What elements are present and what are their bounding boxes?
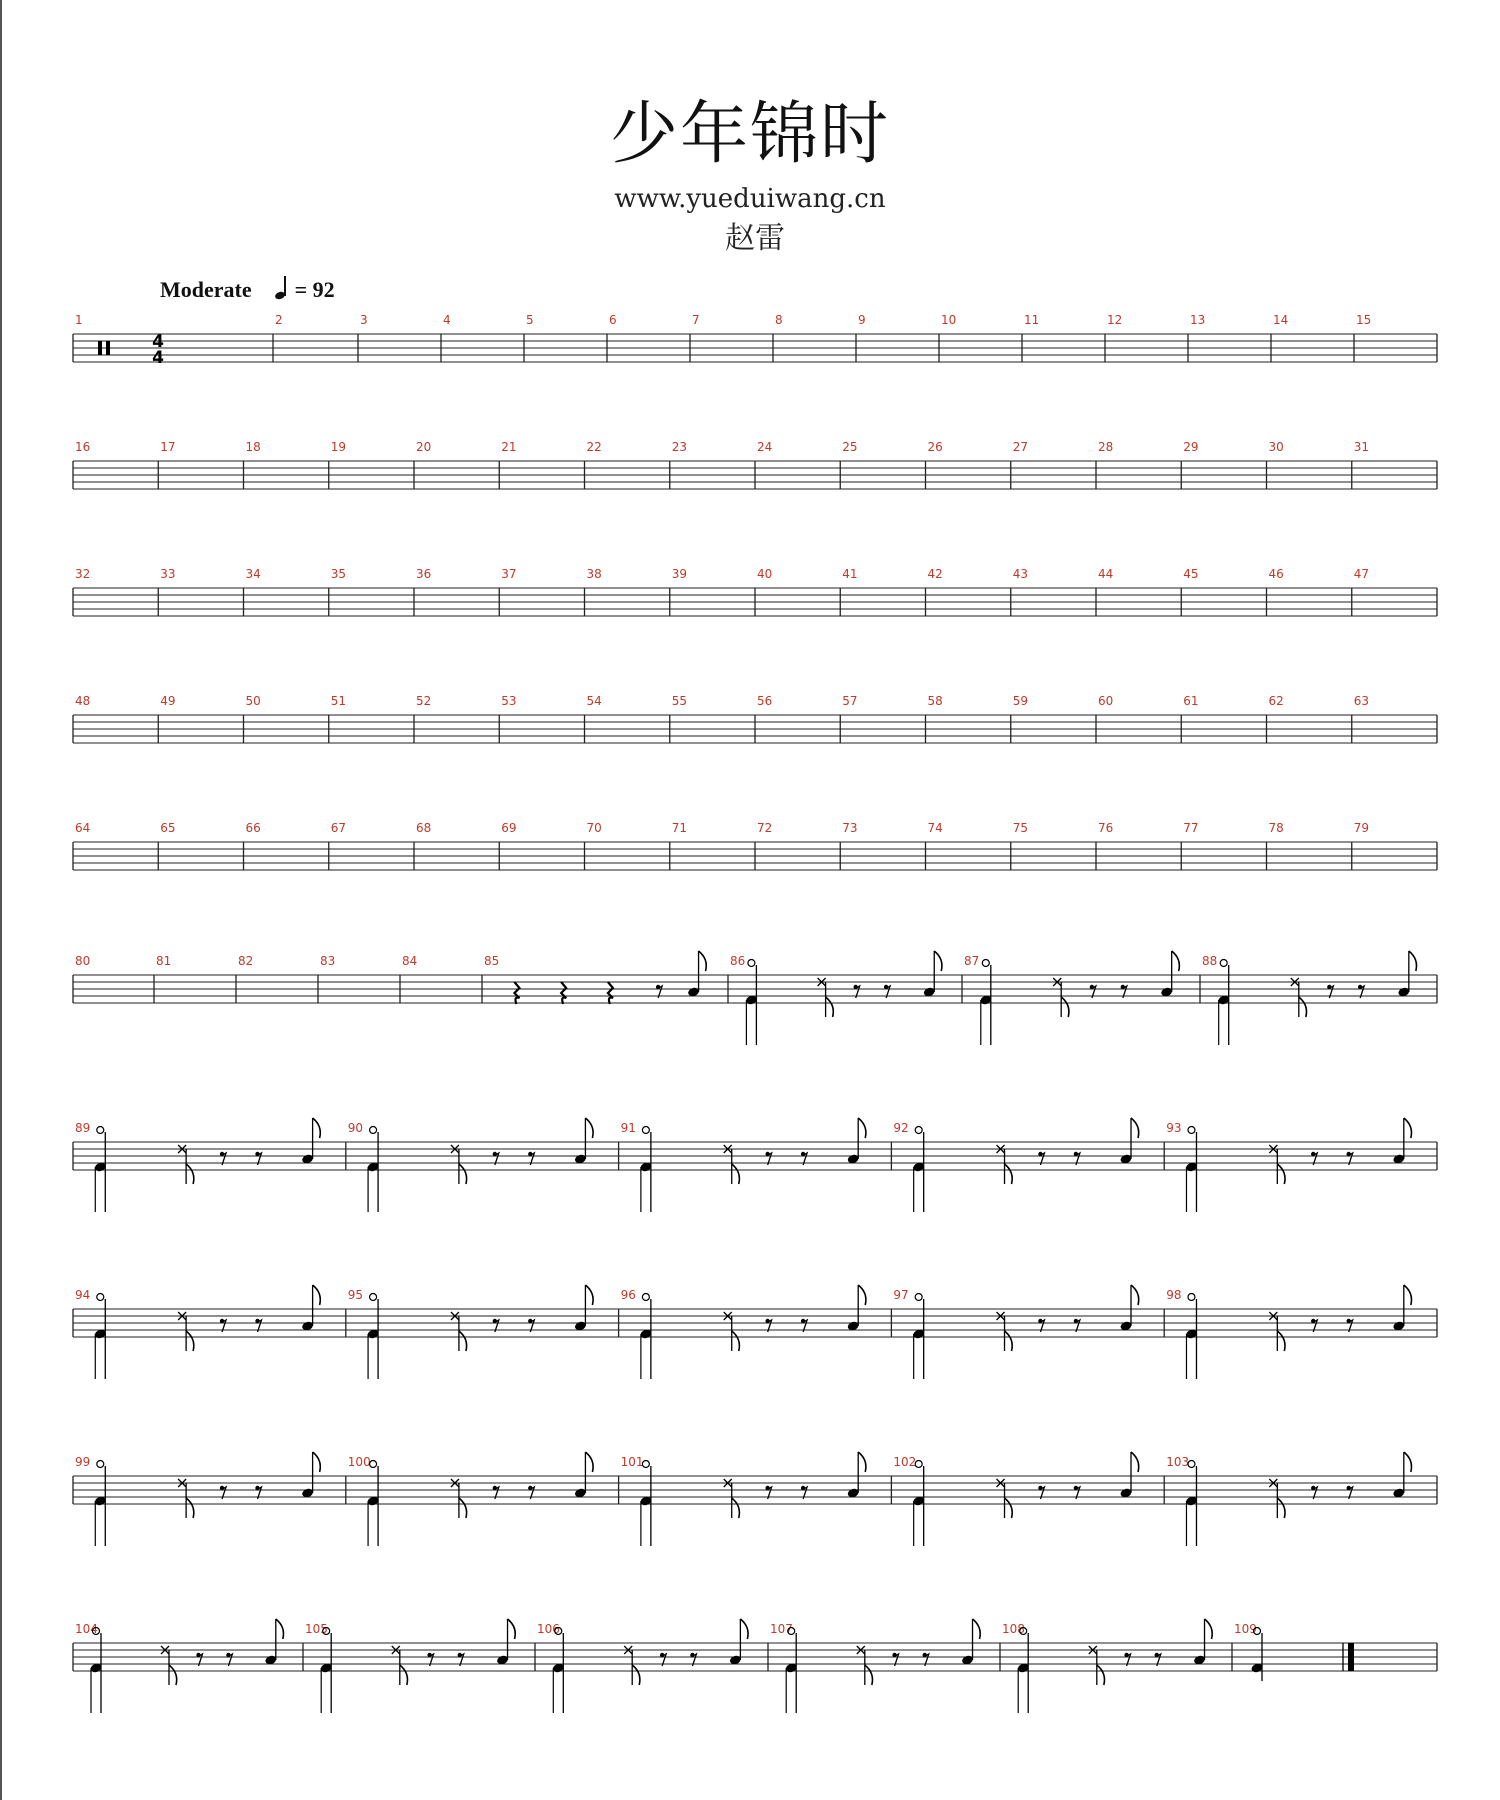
note-flag bbox=[1172, 951, 1180, 971]
measure-number: 40 bbox=[757, 567, 773, 581]
note-flag bbox=[459, 1331, 467, 1351]
note-flag bbox=[732, 1164, 740, 1184]
measure-number: 79 bbox=[1353, 821, 1370, 835]
note-flag bbox=[186, 1331, 194, 1351]
note-flag bbox=[1277, 1498, 1285, 1518]
measure-number: 59 bbox=[1012, 694, 1029, 708]
measure-number: 4 bbox=[443, 313, 451, 327]
measure-number: 7 bbox=[692, 313, 700, 327]
note-flag bbox=[186, 1164, 194, 1184]
note-flag bbox=[1277, 1164, 1285, 1184]
measure-number: 93 bbox=[1166, 1121, 1182, 1135]
song-title: 少年锦时 bbox=[609, 95, 890, 174]
note-flag bbox=[858, 1452, 866, 1472]
measure-number: 51 bbox=[330, 694, 347, 708]
note-flag bbox=[732, 1498, 740, 1518]
note-flag bbox=[858, 1285, 866, 1305]
measure-number: 35 bbox=[330, 567, 347, 581]
measure-number: 70 bbox=[586, 821, 602, 835]
measure-number: 84 bbox=[402, 954, 418, 968]
measure-number: 82 bbox=[238, 954, 254, 968]
measure-number: 91 bbox=[620, 1121, 636, 1135]
final-barline-thick bbox=[1348, 1643, 1354, 1671]
measure-number: 89 bbox=[75, 1121, 91, 1135]
measure-number: 78 bbox=[1268, 821, 1284, 835]
note-flag bbox=[1277, 1331, 1285, 1351]
open-hihat-mark bbox=[915, 1294, 922, 1301]
measure-number: 60 bbox=[1098, 694, 1114, 708]
note-flag bbox=[1005, 1164, 1013, 1184]
measure-number: 32 bbox=[75, 567, 91, 581]
measure-number: 67 bbox=[330, 821, 347, 835]
measure-number: 14 bbox=[1273, 313, 1289, 327]
measure-number: 55 bbox=[671, 694, 688, 708]
note-flag bbox=[585, 1285, 593, 1305]
measure-number: 16 bbox=[75, 440, 91, 454]
measure-number: 26 bbox=[927, 440, 943, 454]
note-flag bbox=[973, 1619, 981, 1639]
note-flag bbox=[459, 1164, 467, 1184]
note-flag bbox=[1061, 997, 1069, 1017]
open-hihat-mark bbox=[642, 1294, 649, 1301]
measure-number: 11 bbox=[1024, 313, 1040, 327]
open-hihat-mark bbox=[982, 960, 989, 967]
open-hihat-mark bbox=[1220, 960, 1227, 967]
note-flag bbox=[313, 1285, 321, 1305]
note-flag bbox=[740, 1619, 748, 1639]
note-flag bbox=[585, 1452, 593, 1472]
measure-number: 22 bbox=[586, 440, 602, 454]
measure-number: 87 bbox=[964, 954, 980, 968]
measure-number: 2 bbox=[275, 313, 283, 327]
quarter-rest bbox=[514, 982, 519, 1004]
measure-number: 23 bbox=[671, 440, 688, 454]
measure-number: 48 bbox=[75, 694, 91, 708]
note-flag bbox=[1131, 1118, 1139, 1138]
measure-number: 56 bbox=[757, 694, 773, 708]
tempo-label: Moderate bbox=[160, 277, 252, 302]
measure-number: 106 bbox=[537, 1622, 560, 1636]
note-flag bbox=[826, 997, 834, 1017]
time-signature-top: 4 bbox=[152, 332, 164, 352]
measure-number: 90 bbox=[347, 1121, 364, 1135]
quarter-rest bbox=[561, 982, 566, 1004]
measure-number: 80 bbox=[75, 954, 91, 968]
measure-number: 83 bbox=[320, 954, 336, 968]
measure-number: 104 bbox=[75, 1622, 98, 1636]
measure-number: 42 bbox=[927, 567, 943, 581]
measure-number: 28 bbox=[1098, 440, 1114, 454]
measure-number: 73 bbox=[842, 821, 858, 835]
measure-number: 66 bbox=[245, 821, 261, 835]
measure-number: 41 bbox=[842, 567, 858, 581]
measure-number: 9 bbox=[858, 313, 866, 327]
note-flag bbox=[1005, 1331, 1013, 1351]
note-flag bbox=[508, 1619, 516, 1639]
note-flag bbox=[1299, 997, 1307, 1017]
open-hihat-mark bbox=[642, 1127, 649, 1134]
note-flag bbox=[1404, 1452, 1412, 1472]
note-flag bbox=[313, 1452, 321, 1472]
measure-number: 65 bbox=[160, 821, 176, 835]
measure-number: 20 bbox=[416, 440, 432, 454]
measure-number: 108 bbox=[1002, 1622, 1025, 1636]
measure-number: 1 bbox=[75, 313, 83, 327]
measure-number: 85 bbox=[484, 954, 500, 968]
measure-number: 30 bbox=[1268, 440, 1284, 454]
note-flag bbox=[400, 1665, 408, 1685]
note-flag bbox=[276, 1619, 284, 1639]
measure-number: 103 bbox=[1166, 1455, 1190, 1469]
note-flag bbox=[934, 951, 942, 971]
quarter-rest bbox=[608, 982, 613, 1004]
measure-number: 49 bbox=[160, 694, 176, 708]
measure-number: 45 bbox=[1183, 567, 1199, 581]
measure-number: 52 bbox=[416, 694, 432, 708]
note-flag bbox=[1409, 951, 1417, 971]
measure-number: 77 bbox=[1183, 821, 1199, 835]
measure-number: 13 bbox=[1190, 313, 1206, 327]
measure-number: 95 bbox=[347, 1288, 364, 1302]
note-flag bbox=[1005, 1498, 1013, 1518]
measure-number: 24 bbox=[757, 440, 773, 454]
measure-number: 46 bbox=[1268, 567, 1284, 581]
measure-number: 21 bbox=[501, 440, 517, 454]
measure-number: 12 bbox=[1107, 313, 1123, 327]
open-hihat-mark bbox=[370, 1127, 377, 1134]
measure-number: 50 bbox=[245, 694, 261, 708]
measure-number: 34 bbox=[245, 567, 261, 581]
measure-number: 107 bbox=[770, 1622, 793, 1636]
measure-number: 25 bbox=[842, 440, 858, 454]
open-hihat-mark bbox=[1188, 1127, 1195, 1134]
note-flag bbox=[459, 1498, 467, 1518]
composer-name: 赵雷 bbox=[725, 221, 785, 256]
measure-number: 44 bbox=[1098, 567, 1114, 581]
measure-number: 6 bbox=[609, 313, 617, 327]
open-hihat-mark bbox=[97, 1127, 104, 1134]
note-flag bbox=[1404, 1285, 1412, 1305]
note-flag bbox=[169, 1665, 177, 1685]
open-hihat-mark bbox=[97, 1461, 104, 1468]
measure-number: 10 bbox=[941, 313, 957, 327]
note-flag bbox=[858, 1118, 866, 1138]
measure-number: 105 bbox=[305, 1622, 328, 1636]
note-flag bbox=[1205, 1619, 1213, 1639]
measure-number: 99 bbox=[75, 1455, 91, 1469]
note-flag bbox=[865, 1665, 873, 1685]
tempo-bpm: = 92 bbox=[294, 277, 335, 302]
measure-number: 15 bbox=[1356, 313, 1372, 327]
measure-number: 75 bbox=[1012, 821, 1029, 835]
note-flag bbox=[1097, 1665, 1105, 1685]
measure-number: 37 bbox=[501, 567, 517, 581]
measure-number: 33 bbox=[160, 567, 176, 581]
measure-number: 62 bbox=[1268, 694, 1284, 708]
note-flag bbox=[585, 1118, 593, 1138]
measure-number: 53 bbox=[501, 694, 517, 708]
measure-number: 5 bbox=[526, 313, 534, 327]
open-hihat-mark bbox=[370, 1294, 377, 1301]
measure-number: 94 bbox=[75, 1288, 91, 1302]
measure-number: 47 bbox=[1353, 567, 1370, 581]
note-flag bbox=[1131, 1452, 1139, 1472]
measure-number: 61 bbox=[1183, 694, 1199, 708]
open-hihat-mark bbox=[915, 1127, 922, 1134]
note-flag bbox=[186, 1498, 194, 1518]
percussion-clef bbox=[106, 341, 110, 355]
measure-number: 19 bbox=[330, 440, 347, 454]
measure-number: 57 bbox=[842, 694, 858, 708]
measure-number: 72 bbox=[757, 821, 773, 835]
measure-number: 36 bbox=[416, 567, 432, 581]
measure-number: 29 bbox=[1183, 440, 1199, 454]
note-flag bbox=[699, 951, 707, 971]
measure-number: 74 bbox=[927, 821, 943, 835]
measure-number: 81 bbox=[156, 954, 172, 968]
measure-number: 27 bbox=[1012, 440, 1029, 454]
measure-number: 102 bbox=[893, 1455, 917, 1469]
time-signature-bottom: 4 bbox=[152, 348, 164, 368]
measure-number: 76 bbox=[1098, 821, 1114, 835]
measure-number: 3 bbox=[360, 313, 368, 327]
measure-number: 64 bbox=[75, 821, 91, 835]
open-hihat-mark bbox=[97, 1294, 104, 1301]
measure-number: 43 bbox=[1012, 567, 1029, 581]
measure-number: 109 bbox=[1234, 1622, 1257, 1636]
note-flag bbox=[1131, 1285, 1139, 1305]
website-text: www.yueduiwang.cn bbox=[614, 184, 886, 214]
measure-number: 63 bbox=[1353, 694, 1370, 708]
open-hihat-mark bbox=[748, 960, 755, 967]
measure-number: 100 bbox=[347, 1455, 371, 1469]
measure-number: 8 bbox=[775, 313, 783, 327]
measure-number: 39 bbox=[671, 567, 688, 581]
measure-number: 58 bbox=[927, 694, 943, 708]
measure-number: 69 bbox=[501, 821, 517, 835]
note-flag bbox=[732, 1331, 740, 1351]
measure-number: 18 bbox=[245, 440, 261, 454]
measure-number: 92 bbox=[893, 1121, 909, 1135]
note-flag bbox=[1404, 1118, 1412, 1138]
measure-number: 98 bbox=[1166, 1288, 1182, 1302]
measure-number: 97 bbox=[893, 1288, 909, 1302]
note-flag bbox=[313, 1118, 321, 1138]
measure-number: 54 bbox=[586, 694, 602, 708]
measure-number: 17 bbox=[160, 440, 176, 454]
measure-number: 86 bbox=[730, 954, 746, 968]
percussion-clef bbox=[98, 341, 102, 355]
measure-number: 71 bbox=[671, 821, 688, 835]
note-flag bbox=[632, 1665, 640, 1685]
measure-number: 31 bbox=[1353, 440, 1370, 454]
measure-number: 96 bbox=[620, 1288, 636, 1302]
measure-number: 68 bbox=[416, 821, 432, 835]
open-hihat-mark bbox=[1188, 1294, 1195, 1301]
measure-number: 88 bbox=[1202, 954, 1218, 968]
measure-number: 101 bbox=[620, 1455, 644, 1469]
measure-number: 38 bbox=[586, 567, 602, 581]
